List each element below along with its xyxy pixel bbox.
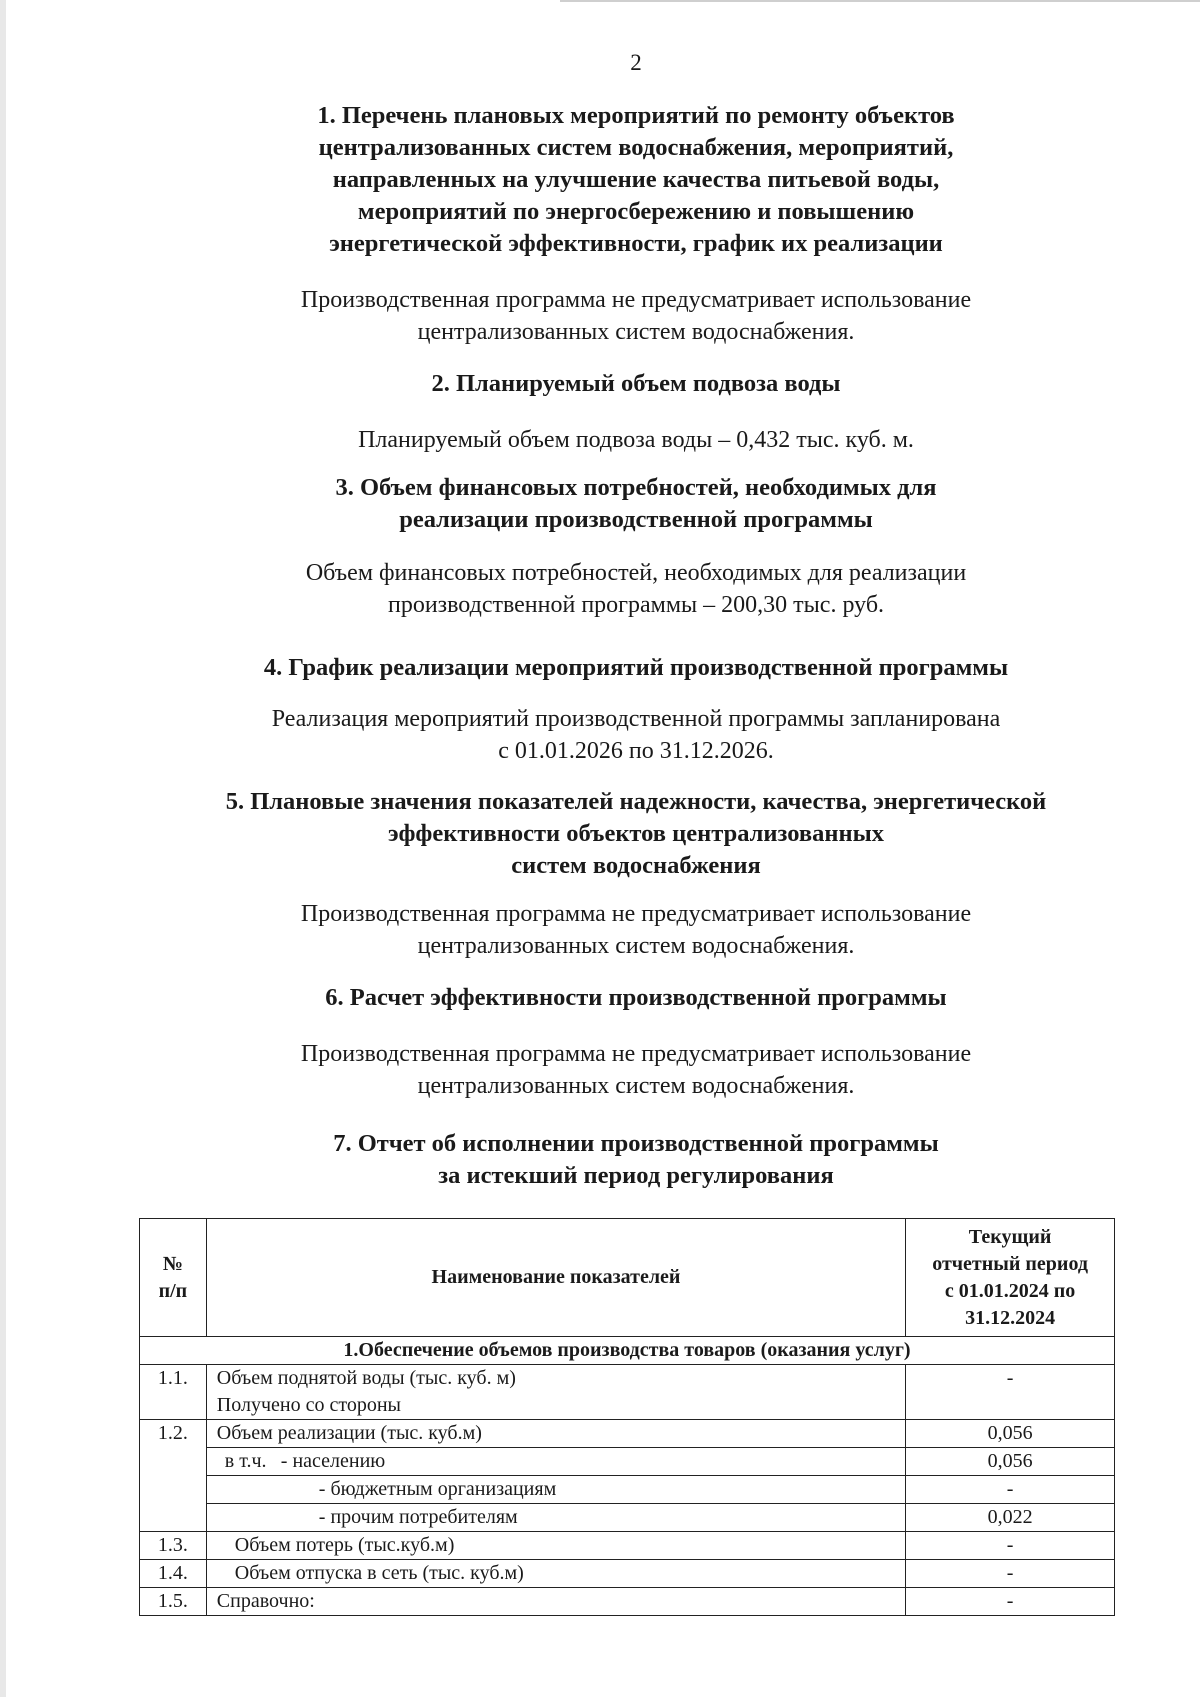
row-number: 1.5. (140, 1588, 207, 1616)
section-6-heading: 6. Расчет эффективности производственной программы (325, 984, 947, 1011)
page-number: 2 (630, 50, 642, 75)
section-4-text: Реализация мероприятий производственной программы запланирована с 01.01.2026 по 31.12.2026. (271, 706, 1001, 764)
header-period: Текущий отчетный период с 01.01.2024 по 31.12.2024 (906, 1219, 1115, 1337)
section-5-text: Производственная программа не предусматривает использование централизованных систем водоснабжения. (300, 901, 972, 959)
table-row (140, 1420, 1115, 1448)
row-value: 0,022 (906, 1504, 1115, 1532)
section-3-text: Объем финансовых потребностей, необходимых для реализации производственной программы – 200,30 тыс. руб. (305, 560, 967, 618)
row-name: - прочим потребителям (206, 1504, 905, 1532)
table-row (140, 1504, 1115, 1532)
row-value: - (906, 1560, 1115, 1588)
table-row (140, 1448, 1115, 1476)
row-name: Справочно: (206, 1588, 905, 1616)
scan-edge-top (560, 0, 1200, 2)
section-2-heading: 2. Планируемый объем подвоза воды (431, 370, 841, 397)
row-name: Объем поднятой воды (тыс. куб. м) Получено со стороны (206, 1365, 905, 1420)
row-value: 0,056 (906, 1420, 1115, 1448)
table-row (140, 1588, 1115, 1616)
row-value: - (906, 1476, 1115, 1504)
table-section-row (140, 1337, 1115, 1365)
row-name: в т.ч. - населению (206, 1448, 905, 1476)
report-table (139, 1218, 1115, 1616)
row-value: 0,056 (906, 1448, 1115, 1476)
row-number: 1.3. (140, 1532, 207, 1560)
table-row (140, 1365, 1115, 1420)
section-2-text: Планируемый объем подвоза воды – 0,432 тыс. куб. м. (358, 427, 914, 453)
row-value: - (906, 1365, 1115, 1420)
section-6-text: Производственная программа не предусматривает использование централизованных систем водоснабжения. (300, 1041, 972, 1099)
table-row (140, 1532, 1115, 1560)
section-7-heading: 7. Отчет об исполнении производственной программы за истекший период регулирования (333, 1130, 939, 1189)
row-number: 1.1. (140, 1365, 207, 1420)
header-indicator-name: Наименование показателей (206, 1219, 905, 1337)
row-value: - (906, 1532, 1115, 1560)
row-name: - бюджетным организациям (206, 1476, 905, 1504)
section-title: 1.Обеспечение объемов производства товаров (оказания услуг) (140, 1337, 1115, 1365)
row-prefix: в т.ч. (224, 1450, 267, 1472)
table-header-row (140, 1219, 1115, 1337)
row-value: - (906, 1588, 1115, 1616)
header-number: № п/п (140, 1219, 207, 1337)
section-3-heading: 3. Объем финансовых потребностей, необходимых для реализации производственной программы (335, 474, 937, 533)
section-5-heading: 5. Плановые значения показателей надежности, качества, энергетической эффективности объектов централизованных систем водоснабжения (225, 788, 1047, 879)
section-4-heading: 4. График реализации мероприятий производственной программы (263, 654, 1009, 681)
section-1-heading: 1. Перечень плановых мероприятий по ремонту объектов централизованных систем водоснабжения, мероприятий, направленных на улучшение качества питьевой воды, мероприятий по энергосбережению и повышению энергетической эффективности, график их реализации (317, 102, 955, 257)
row-number: 1.4. (140, 1560, 207, 1588)
row-name: Объем потерь (тыс.куб.м) (206, 1532, 905, 1560)
row-name: Объем отпуска в сеть (тыс. куб.м) (206, 1560, 905, 1588)
scan-edge (0, 0, 6, 1697)
row-number: 1.2. (140, 1420, 207, 1532)
section-1-text: Производственная программа не предусматривает использование централизованных систем водоснабжения. (300, 287, 972, 345)
row-name: Объем реализации (тыс. куб.м) (206, 1420, 905, 1448)
table-row (140, 1476, 1115, 1504)
table-row (140, 1560, 1115, 1588)
